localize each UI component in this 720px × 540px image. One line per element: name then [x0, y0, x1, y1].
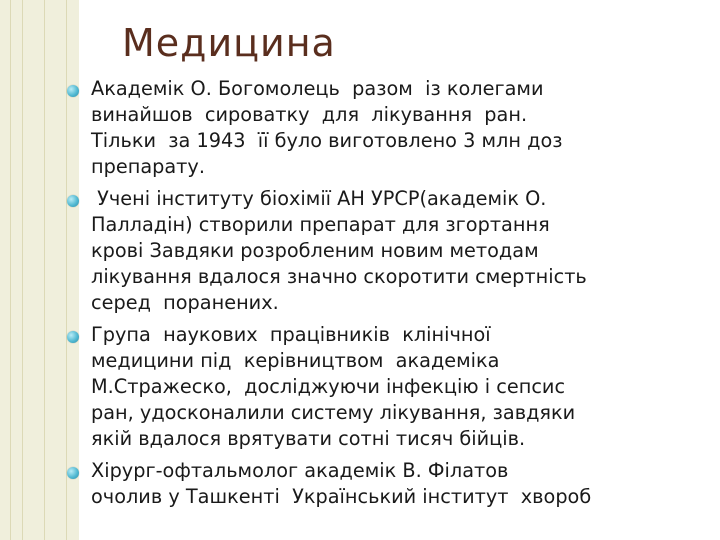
list-item: [67, 322, 720, 452]
text-line: Учені інституту біохімії АН УРСР(академік О.: [91, 187, 547, 210]
text-line: серед поранених.: [91, 291, 279, 314]
text-line: препарату.: [91, 155, 205, 178]
text-line: винайшов сироватку для лікування ран.: [91, 103, 528, 126]
text-line: Група наукових працівників клінічної: [91, 323, 491, 346]
list-item: [67, 458, 720, 510]
text-line: Тільки за 1943 її було виготовлено 3 млн доз: [91, 129, 563, 152]
sidebar-stripe: [44, 0, 45, 540]
list-item: [67, 186, 720, 316]
bullet-icon: [67, 195, 79, 207]
sidebar-stripe: [10, 0, 11, 540]
bullet-icon: [67, 331, 79, 343]
text-line: ран, удосконалили систему лікування, завдяки: [91, 401, 576, 424]
text-line: М.Стражеско, досліджуючи інфекцію і сепсис: [91, 375, 566, 398]
bullet-icon: [67, 467, 79, 479]
text-line: медицини під керівництвом академіка: [91, 349, 500, 372]
slide-title: Медицина: [122, 21, 336, 65]
sidebar-stripe: [22, 0, 23, 540]
text-line: Палладін) створили препарат для згортання: [91, 213, 550, 236]
bullet-list: [67, 76, 720, 516]
text-line: якій вдалося врятувати сотні тисяч бійців.: [91, 427, 526, 450]
text-line: очолив у Ташкенті Український інститут хвороб: [91, 485, 592, 508]
list-item: [67, 76, 720, 180]
text-line: крові Завдяки розробленим новим методам: [91, 239, 539, 262]
text-line: лікування вдалося значно скоротити смертність: [91, 265, 587, 288]
text-line: Хірург-офтальмолог академік В. Філатов: [91, 459, 509, 482]
text-line: Академік О. Богомолець разом із колегами: [91, 77, 544, 100]
bullet-icon: [67, 85, 79, 97]
